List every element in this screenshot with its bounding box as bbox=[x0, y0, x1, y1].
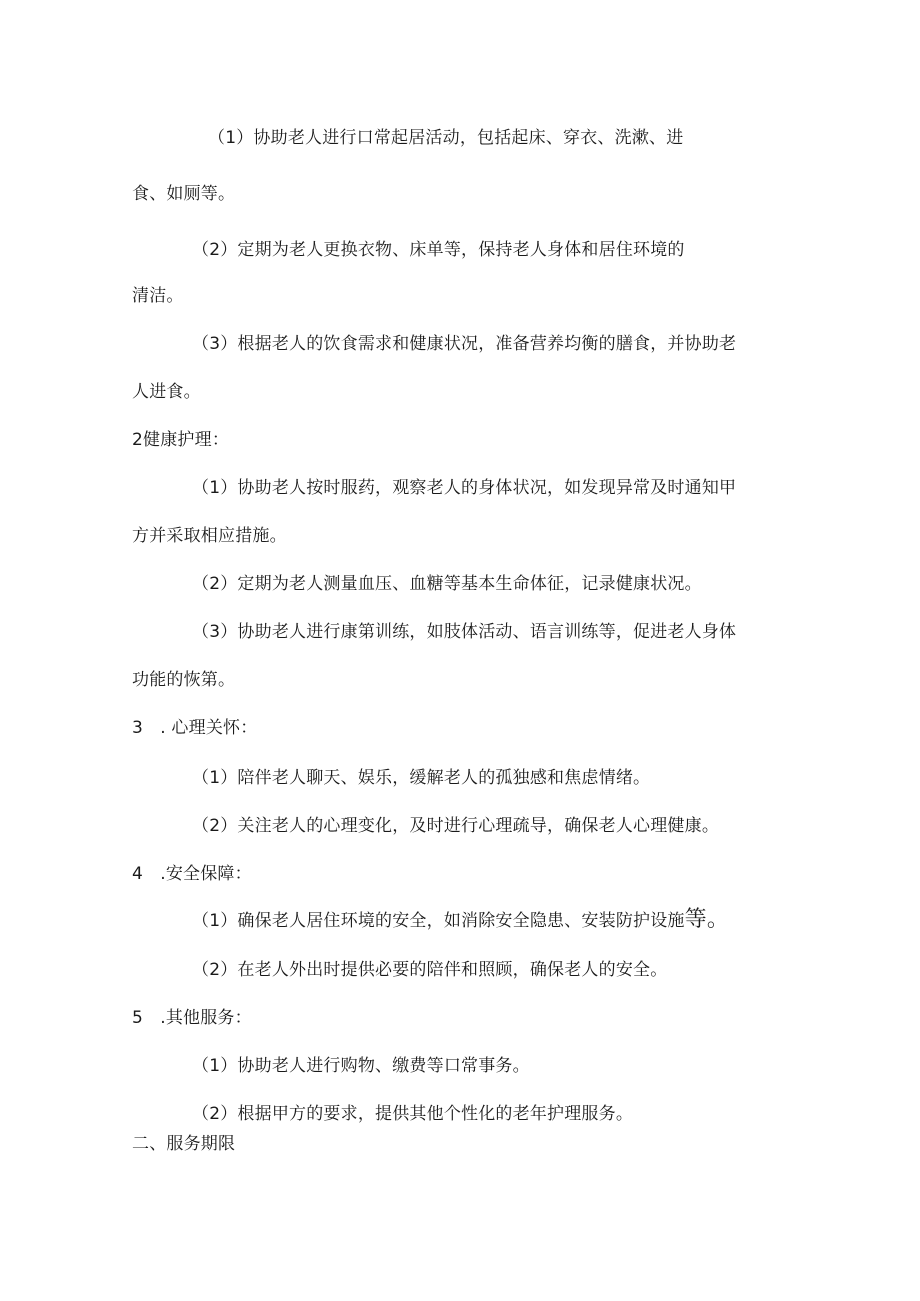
section-heading: 5 .其他服务： bbox=[132, 1008, 252, 1028]
section-heading: 4 .安全保障： bbox=[132, 864, 252, 884]
paragraph-line: 功能的恢第。 bbox=[132, 670, 236, 690]
paragraph-line: （2）在老人外出时提供必要的陪伴和照顾，确保老人的安全。 bbox=[192, 960, 668, 980]
paragraph-line: （2）根据甲方的要求，提供其他个性化的老年护理服务。 bbox=[192, 1104, 634, 1124]
paragraph-line: 人进食。 bbox=[132, 382, 201, 402]
section-heading: 2健康护理： bbox=[132, 430, 230, 450]
section-heading: 二、服务期限 bbox=[132, 1134, 236, 1154]
paragraph-line: （1）协助老人进行口常起居活动，包括起床、穿衣、洗漱、进 bbox=[208, 128, 684, 148]
paragraph-line: （3）协助老人进行康第训练，如肢体活动、语言训练等，促进老人身体 bbox=[192, 622, 737, 642]
section-heading: 3 . 心理关怀： bbox=[132, 718, 258, 738]
paragraph-line: （1）协助老人进行购物、缴费等口常事务。 bbox=[192, 1056, 530, 1076]
paragraph-line: （3）根据老人的饮食需求和健康状况，准备营养均衡的膳食，并协助老 bbox=[192, 334, 737, 354]
paragraph-line: 方并采取相应措施。 bbox=[132, 526, 287, 546]
paragraph-line: 食、如厕等。 bbox=[132, 184, 236, 204]
paragraph-line bbox=[192, 908, 729, 933]
paragraph-line: （1）协助老人按时服药，观察老人的身体状况，如发现异常及时通知甲 bbox=[192, 478, 737, 498]
paragraph-line: （2）关注老人的心理变化，及时进行心理疏导，确保老人心理健康。 bbox=[192, 816, 720, 836]
paragraph-line: （2）定期为老人测量血压、血糖等基本生命体征，记录健康状况。 bbox=[192, 574, 702, 594]
paragraph-line: （2）定期为老人更换衣物、床单等，保持老人身体和居住环境的 bbox=[192, 240, 685, 260]
paragraph-line: （1）陪伴老人聊天、娱乐，缓解老人的孤独感和焦虑情绪。 bbox=[192, 768, 651, 788]
paragraph-line: 清洁。 bbox=[132, 286, 184, 306]
line-text-large: 等。 bbox=[684, 907, 730, 932]
line-text: （1）确保老人居住环境的安全，如消除安全隐患、安装防护设施 bbox=[192, 911, 685, 931]
